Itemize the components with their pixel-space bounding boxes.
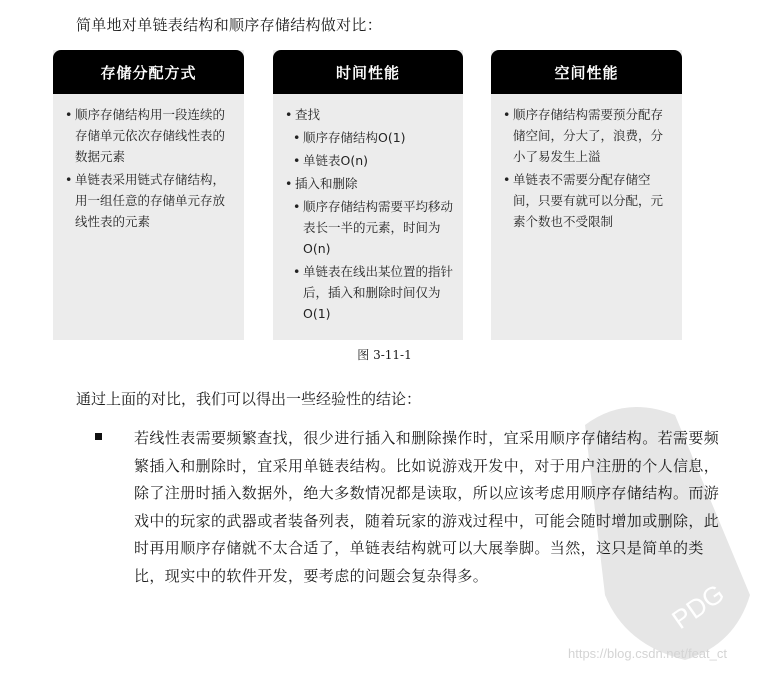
watermark-url: https://blog.csdn.net/feat_ct [568,646,727,661]
box-header: 存储分配方式 [53,50,244,94]
box-header: 时间性能 [273,50,463,94]
list-item: • 单链表采用链式存储结构，用一组任意的存储单元存放线性表的元素 [63,169,234,232]
conclusion-paragraph: 若线性表需要频繁查找，很少进行插入和删除操作时，宜采用顺序存储结构。若需要频繁插入和删除时，宜采用单链表结构。比如说游戏开发中，对于用户注册的个人信息，除了注册时插入数据外，绝大多数情况都是读取，所以应该考虑用顺序存储结构。而游戏中的玩家的武器或者装备列表，随着玩家的游戏过程中，可能会随时增加或删除，此时再用顺序存储就不太合适了，单链表结构就可以大展拳脚。当然，这只是简单的类比，现实中的软件开发，要考虑的问题会复杂得多。 [134,429,720,585]
bullet-square-icon [95,433,102,440]
list-subitem: • 单链表在线出某位置的指针后，插入和删除时间仅为O(1) [283,261,453,324]
box-body [53,94,244,232]
figure-caption: 图 3-11-1 [357,348,412,362]
list-item: • 插入和删除 [283,173,453,194]
box-body [273,94,463,324]
list-subitem: • 顺序存储结构O(1) [283,127,453,148]
list-item: • 顺序存储结构需要预分配存储空间，分大了，浪费，分小了易发生上溢 [501,104,672,167]
list-item: • 单链表不需要分配存储空间，只要有就可以分配，元素个数也不受限制 [501,169,672,232]
list-subitem: • 顺序存储结构需要平均移动表长一半的元素，时间为O(n) [283,196,453,259]
list-subitem: • 单链表O(n) [283,150,453,171]
list-item: • 顺序存储结构用一段连续的存储单元依次存储线性表的数据元素 [63,104,234,167]
list-item: • 查找 [283,104,453,125]
intro-text: 简单地对单链表结构和顺序存储结构做对比： [76,16,383,34]
box-header: 空间性能 [491,50,682,94]
box-space-performance [491,50,682,340]
lead-text: 通过上面的对比，我们可以得出一些经验性的结论： [76,390,422,408]
box-time-performance [273,50,463,340]
box-storage-allocation [53,50,244,340]
seal-text: PDG [666,578,730,635]
box-body [491,94,682,232]
